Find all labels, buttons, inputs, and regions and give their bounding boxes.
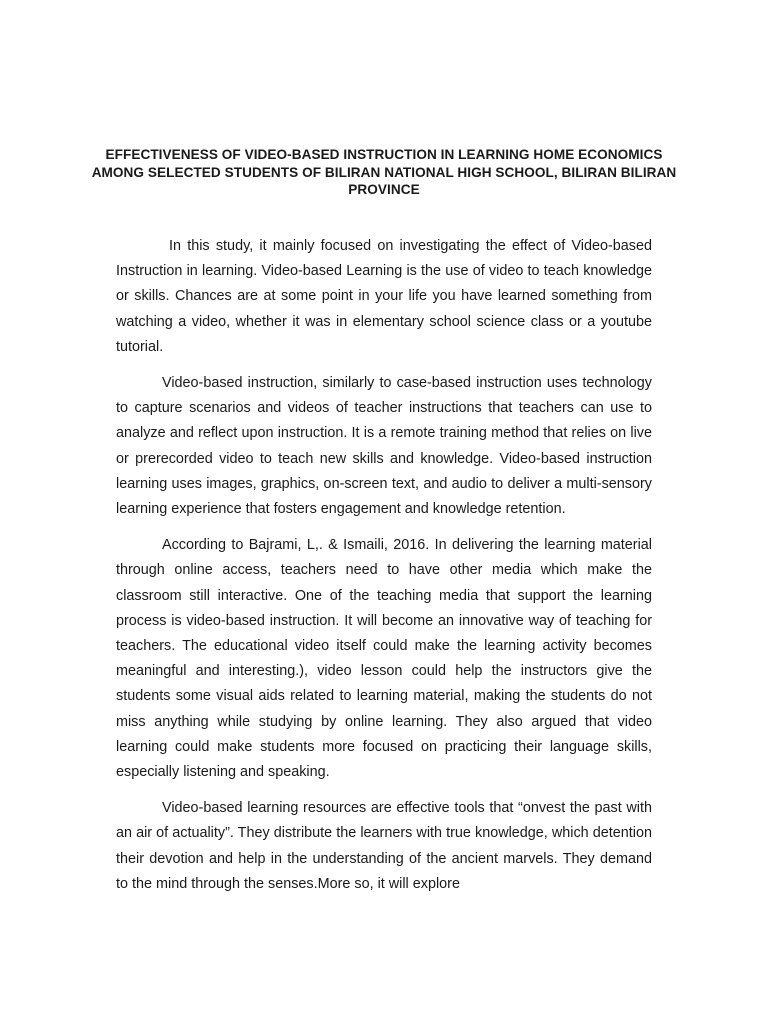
paragraph-4: Video-based learning resources are effective tools that “onvest the past with an air of actuality”. They distribute the learners with true knowledge, which detention their devotion and help in the understanding of the ancient marvels. They demand to the mind through the senses.More so, it will explore [116,800,652,892]
paragraph-3: According to Bajrami, L,. & Ismaili, 2016. In delivering the learning material through online access, teachers need to have other media which make the classroom still interactive. One of the teaching media that support the learning process is video-based instruction. It will become an innovative way of teaching for teachers. The educational video itself could make the learning activity becomes meaningful and interesting.), video lesson could help the instructors give the students some visual aids related to learning material, making the students do not miss anything while studying by online learning. They also argued that video learning could make students more focused on practicing their language skills, especially listening and speaking. [116,537,652,781]
document-title: EFFECTIVENESS OF VIDEO-BASED INSTRUCTION IN LEARNING HOME ECONOMICS AMONG SELECTED STUDENTS OF BILIRAN NATIONAL HIGH SCHOOL, BILIRAN BILIRAN PROVINCE [91,147,677,197]
document-body [116,234,652,908]
paragraph-2: Video-based instruction, similarly to case-based instruction uses technology to capture scenarios and videos of teacher instructions that teachers can use to analyze and reflect upon instruction. It is a remote training method that relies on live or prerecorded video to teach new skills and knowledge. Video-based instruction learning uses images, graphics, on-screen text, and audio to deliver a multi-sensory learning experience that fosters engagement and knowledge retention. [116,375,652,518]
paragraph-1: In this study, it mainly focused on investigating the effect of Video-based Instruction in learning. Video-based Learning is the use of video to teach knowledge or skills. Chances are at some point in your life you have learned something from watching a video, whether it was in elementary school science class or a youtube tutorial. [116,238,652,355]
